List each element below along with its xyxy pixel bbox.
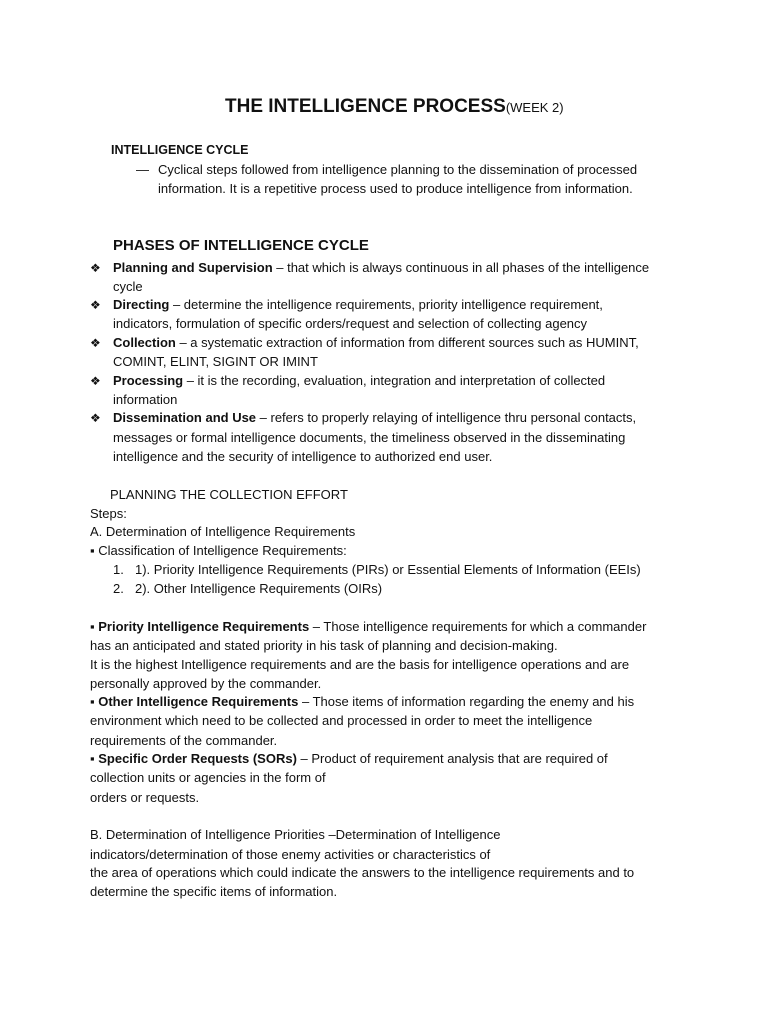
cycle-line-2: information. It is a repetitive process used to produce intelligence from information. xyxy=(158,181,633,196)
phase-desc: – a systematic extraction of information from different sources such as HUMINT, xyxy=(175,335,639,350)
classification-line: ▪ Classification of Intelligence Requirements: xyxy=(90,543,347,558)
pir-cont: has an anticipated and stated priority in his task of planning and decision-making. xyxy=(90,638,558,653)
square-bullet: ▪ xyxy=(90,619,99,634)
diamond-bullet-icon: ❖ xyxy=(90,374,101,388)
step-b-line: the area of operations which could indicate the answers to the intelligence requirements and to xyxy=(90,865,635,880)
phase-item xyxy=(113,371,605,390)
pir-term: Priority Intelligence Requirements xyxy=(98,619,310,634)
phase-desc: – that which is always continuous in all phases of the intelligence xyxy=(272,260,650,275)
phase-desc: – refers to properly relaying of intelligence thru personal contacts, xyxy=(256,410,637,425)
phase-term: Collection xyxy=(113,335,176,350)
phase-cont: information xyxy=(113,392,178,407)
pir-paragraph xyxy=(90,617,646,636)
phase-cont: COMINT, ELINT, SIGINT OR IMINT xyxy=(113,354,318,369)
list-number: 2. xyxy=(113,581,124,596)
phase-term: Directing xyxy=(113,297,170,312)
phase-cont: cycle xyxy=(113,279,143,294)
list-item: 1). Priority Intelligence Requirements (PIRs) or Essential Elements of Information (EEIs) xyxy=(135,562,641,577)
phase-desc: – it is the recording, evaluation, integration and interpretation of collected xyxy=(183,373,606,388)
oir-cont: environment which need to be collected and processed in order to meet the intelligence xyxy=(90,713,593,728)
square-bullet: ▪ xyxy=(90,694,99,709)
diamond-bullet-icon: ❖ xyxy=(90,336,101,350)
diamond-bullet-icon: ❖ xyxy=(90,411,101,425)
sor-cont: collection units or agencies in the form of xyxy=(90,770,326,785)
phase-cont: indicators, formulation of specific orders/request and selection of collecting agency xyxy=(113,316,588,331)
pir-cont: It is the highest Intelligence requirements and are the basis for intelligence operations and are xyxy=(90,657,630,672)
phase-cont: messages or formal intelligence documents, the timeliness observed in the disseminating xyxy=(113,430,626,445)
phase-term: Processing xyxy=(113,373,184,388)
steps-label: Steps: xyxy=(90,506,127,521)
sor-paragraph xyxy=(90,749,608,768)
step-b-line: indicators/determination of those enemy activities or characteristics of xyxy=(90,847,491,862)
sor-cont: orders or requests. xyxy=(90,790,200,805)
sor-term: Specific Order Requests (SORs) xyxy=(98,751,297,766)
phase-term: Dissemination and Use xyxy=(113,410,257,425)
pir-cont: personally approved by the commander. xyxy=(90,676,322,691)
phase-desc: – determine the intelligence requirements, priority intelligence requirement, xyxy=(169,297,603,312)
diamond-bullet-icon: ❖ xyxy=(90,298,101,312)
phase-cont: intelligence and the security of intelligence to authorized end user. xyxy=(113,449,493,464)
title-main: THE INTELLIGENCE PROCESS xyxy=(225,96,506,117)
oir-paragraph xyxy=(90,692,634,711)
intelligence-cycle-heading: INTELLIGENCE CYCLE xyxy=(111,143,249,157)
phase-item xyxy=(113,333,639,352)
pir-desc: – Those intelligence requirements for which a commander xyxy=(309,619,647,634)
page-title xyxy=(225,96,564,118)
diamond-bullet-icon: ❖ xyxy=(90,261,101,275)
oir-desc: – Those items of information regarding the enemy and his xyxy=(298,694,635,709)
phase-item xyxy=(113,408,636,427)
step-a: A. Determination of Intelligence Requirements xyxy=(90,524,356,539)
phase-item xyxy=(113,295,603,314)
planning-heading: PLANNING THE COLLECTION EFFORT xyxy=(110,487,348,502)
cycle-line-1: Cyclical steps followed from intelligence planning to the dissemination of processed xyxy=(158,162,638,177)
oir-term: Other Intelligence Requirements xyxy=(98,694,299,709)
square-bullet: ▪ xyxy=(90,751,99,766)
list-number: 1. xyxy=(113,562,124,577)
phase-term: Planning and Supervision xyxy=(113,260,273,275)
phase-item xyxy=(113,258,649,277)
step-b-line: determine the specific items of information. xyxy=(90,884,338,899)
sor-desc: – Product of requirement analysis that are required of xyxy=(296,751,608,766)
title-week: (WEEK 2) xyxy=(505,100,564,115)
oir-cont: requirements of the commander. xyxy=(90,733,278,748)
step-b-line: B. Determination of Intelligence Priorities –Determination of Intelligence xyxy=(90,827,501,842)
cycle-dash: — xyxy=(136,162,149,177)
phases-heading: PHASES OF INTELLIGENCE CYCLE xyxy=(113,237,369,254)
list-item: 2). Other Intelligence Requirements (OIRs) xyxy=(135,581,383,596)
